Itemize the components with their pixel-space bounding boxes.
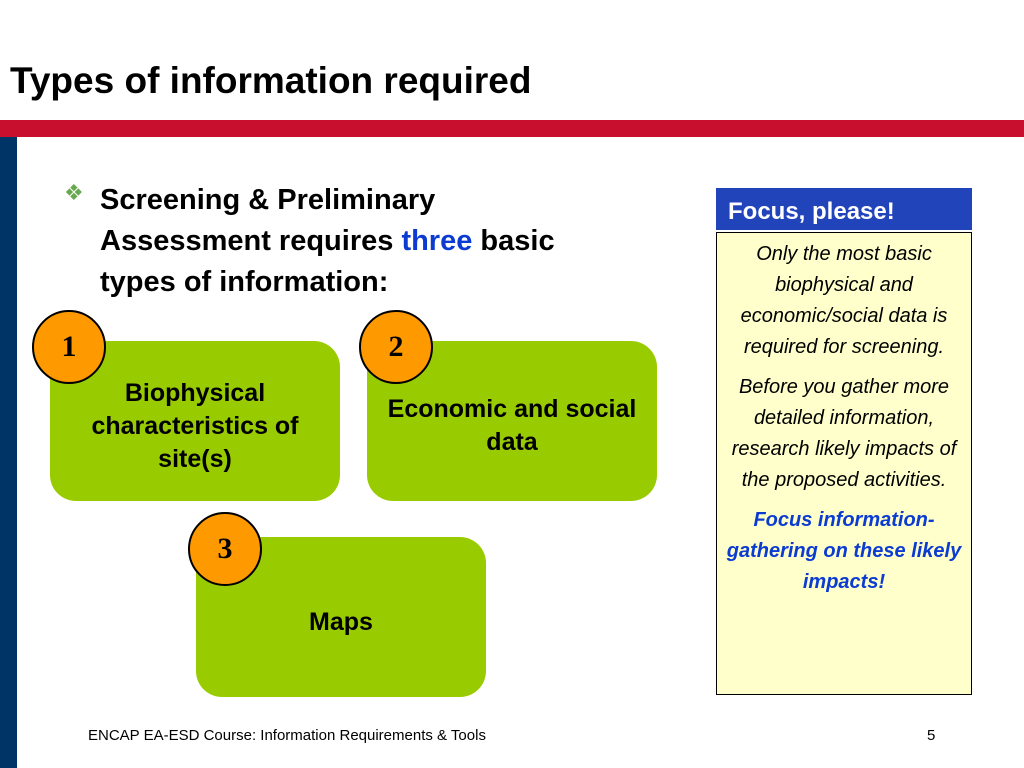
focus-paragraph-1: Only the most basic biophysical and economic/social data is required for screening. — [740, 243, 948, 358]
info-box-label: Economic and social data — [387, 395, 637, 456]
info-box-label: Maps — [309, 607, 373, 636]
focus-paragraph-2: Before you gather more detailed information, research likely impacts of the proposed activities. — [731, 376, 957, 491]
bullet-text-before: Screening & Preliminary Assessment requires — [100, 184, 436, 257]
number-badge-2: 2 — [359, 310, 433, 384]
left-accent-bar — [0, 137, 17, 768]
diamond-bullet-icon: ❖ — [64, 180, 84, 205]
footer-course-title: ENCAP EA-ESD Course: Information Requirements & Tools — [88, 727, 486, 744]
info-box-label: Biophysical characteristics of site(s) — [91, 378, 299, 473]
number-badge-1: 1 — [32, 310, 106, 384]
number-badge-3: 3 — [188, 512, 262, 586]
bullet-highlight: three — [401, 225, 473, 257]
slide-title: Types of information required — [10, 60, 532, 101]
focus-paragraph-3: Focus information-gathering on these likely impacts! — [726, 509, 962, 593]
bullet-text-after: basic types of information: — [100, 225, 555, 298]
page-number: 5 — [927, 727, 936, 744]
focus-callout-body — [716, 232, 972, 695]
title-divider-bar — [0, 120, 1024, 137]
bullet-text — [100, 180, 570, 303]
focus-callout-header: Focus, please! — [716, 188, 972, 230]
